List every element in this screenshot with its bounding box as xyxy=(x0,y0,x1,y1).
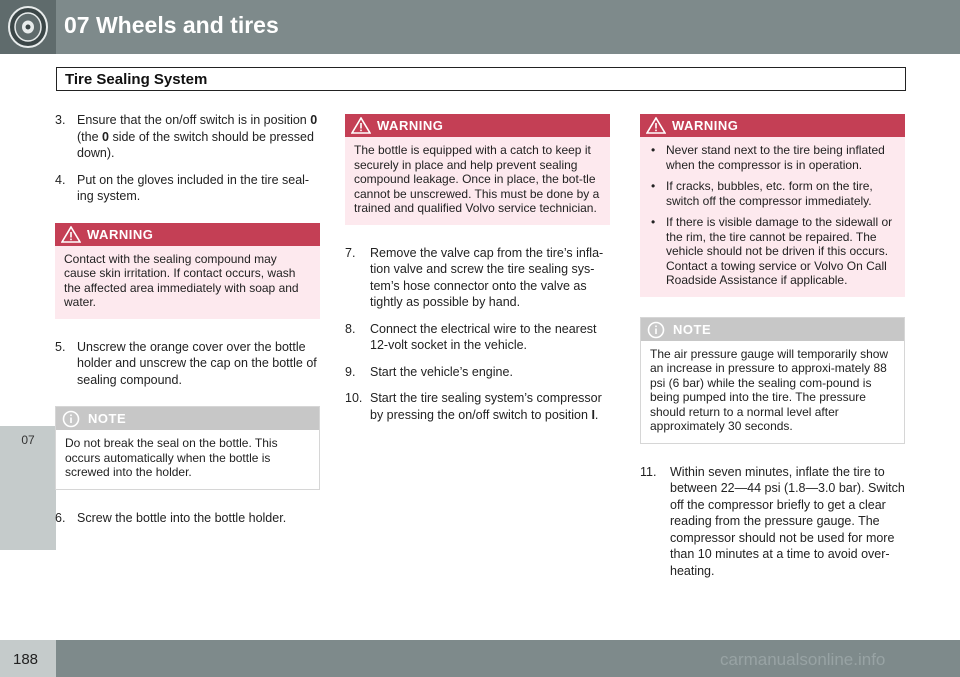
step-number: 5. xyxy=(55,339,66,354)
warning-triangle-icon xyxy=(351,117,371,134)
bullet-item: • Never stand next to the tire being inflated when the compressor is in operation. xyxy=(651,143,885,172)
step-number: 4. xyxy=(55,172,66,187)
header-bar xyxy=(0,0,960,54)
note-header xyxy=(641,318,904,341)
section-title: Tire Sealing System xyxy=(65,71,208,88)
step-text: Start the tire sealing system’s compressor by pressing the on/off switch to position xyxy=(370,391,602,422)
step-number: 3. xyxy=(55,113,66,127)
step-text: Start the vehicle’s engine. xyxy=(370,364,513,379)
watermark: carmanualsonline.info xyxy=(720,650,886,669)
left-margin xyxy=(0,54,56,640)
note-text: The air pressure gauge will temporarily show an increase in pressure to approxi-mately 88 psi (6 bar) while the sealing com-pound is being pumped into the tire. The pressure should return to a normal level after approximately 30 seconds. xyxy=(650,346,889,433)
tire-icon xyxy=(0,0,56,54)
warning-bullet-list xyxy=(649,143,897,288)
warning-header xyxy=(55,223,320,246)
info-icon xyxy=(62,410,80,428)
step-text: Ensure that the on/off switch is in position xyxy=(77,113,307,127)
step-6 xyxy=(55,510,320,527)
step-number: 9. xyxy=(345,364,356,379)
step-text: Connect the electrical wire to the nearest 12-volt socket in the vehicle. xyxy=(370,321,597,352)
chapter-tab-label: 07 xyxy=(21,433,35,447)
note-label: NOTE xyxy=(673,321,712,337)
step-number: 10. xyxy=(345,391,363,405)
step-number: 8. xyxy=(345,321,356,336)
page-number: 188 xyxy=(13,651,39,668)
note-label: NOTE xyxy=(88,411,127,426)
step-9 xyxy=(345,364,610,381)
chapter-title: 07 Wheels and tires xyxy=(64,12,279,38)
section-header xyxy=(56,67,906,91)
step-10: 10. Start the tire sealing system’s compressor by pressing the on/off switch to position I. xyxy=(345,391,602,422)
step-11 xyxy=(640,464,905,580)
step-text: Screw the bottle into the bottle holder. xyxy=(77,510,287,525)
switch-position: 0 xyxy=(310,113,318,127)
step-text: Put on the gloves included in the tire seal-ing system. xyxy=(77,172,310,203)
column-1 xyxy=(55,112,320,536)
warning-label: WARNING xyxy=(672,118,739,133)
info-icon xyxy=(647,321,665,339)
note-box xyxy=(55,406,320,490)
bullet-icon: • xyxy=(651,179,656,193)
bullet-item: • If there is visible damage to the sidewall or the rim, the tire cannot be repaired. The vehicle should not be driven if this occurs. Contact a towing service or Volvo On Call Roadside Assistance if applicable. xyxy=(651,215,893,287)
bullet-icon: • xyxy=(651,143,656,157)
warning-box xyxy=(640,114,905,297)
warning-text: The bottle is equipped with a catch to keep it securely in place and help prevent sealing compound leakage. Once in place, the bot-tle cannot be unscrewed. This must be done by a trained and qualified Volvo service technician. xyxy=(354,143,600,215)
warning-label: WARNING xyxy=(377,118,444,133)
warning-text: Contact with the sealing compound may cause skin irritation. If contact occurs, wash the affected area immediately with soap and water. xyxy=(64,251,299,309)
step-8 xyxy=(345,321,610,354)
note-text: Do not break the seal on the bottle. This occurs automatically when the bottle is screwed into the holder. xyxy=(65,436,278,479)
step-number: 11. xyxy=(640,464,657,479)
warning-box xyxy=(345,114,610,225)
bullet-icon: • xyxy=(651,215,656,229)
column-2 xyxy=(345,112,610,433)
step-text: Unscrew the orange cover over the bottle holder and unscrew the cap on the bottle of sealing compound. xyxy=(77,339,317,387)
warning-text xyxy=(640,137,905,297)
switch-position: I xyxy=(591,407,595,422)
footer-bar xyxy=(0,640,960,677)
step-text: Within seven minutes, inflate the tire to between 22—44 psi (1.8—3.0 bar). Switch off the compressor briefly to get a clear reading from the pressure gauge. The compressor should not be used for more than 10 minutes at a time to avoid over-heating. xyxy=(670,464,905,578)
note-box xyxy=(640,317,905,444)
warning-header xyxy=(640,114,905,137)
warning-triangle-icon xyxy=(61,226,81,243)
step-3: 3. Ensure that the on/off switch is in position 0 (the 0 side of the switch should be pressed down). xyxy=(55,113,318,160)
step-5 xyxy=(55,339,320,389)
switch-position: 0 xyxy=(102,129,109,144)
warning-header xyxy=(345,114,610,137)
column-3 xyxy=(640,112,905,589)
step-number: 6. xyxy=(55,510,66,525)
step-text: Remove the valve cap from the tire’s infla-tion valve and screw the tire sealing sys-tem’s hose connector onto the valve as tightly as possible by hand. xyxy=(370,245,604,309)
warning-box xyxy=(55,223,320,319)
step-7 xyxy=(345,245,610,311)
bullet-item: • If cracks, bubbles, etc. form on the tire, switch off the compressor immediately. xyxy=(651,179,873,208)
step-4 xyxy=(55,172,320,205)
warning-label: WARNING xyxy=(87,226,154,242)
page-number-box xyxy=(0,640,56,677)
step-number: 7. xyxy=(345,245,356,260)
warning-triangle-icon xyxy=(646,117,666,134)
note-header xyxy=(56,407,319,430)
